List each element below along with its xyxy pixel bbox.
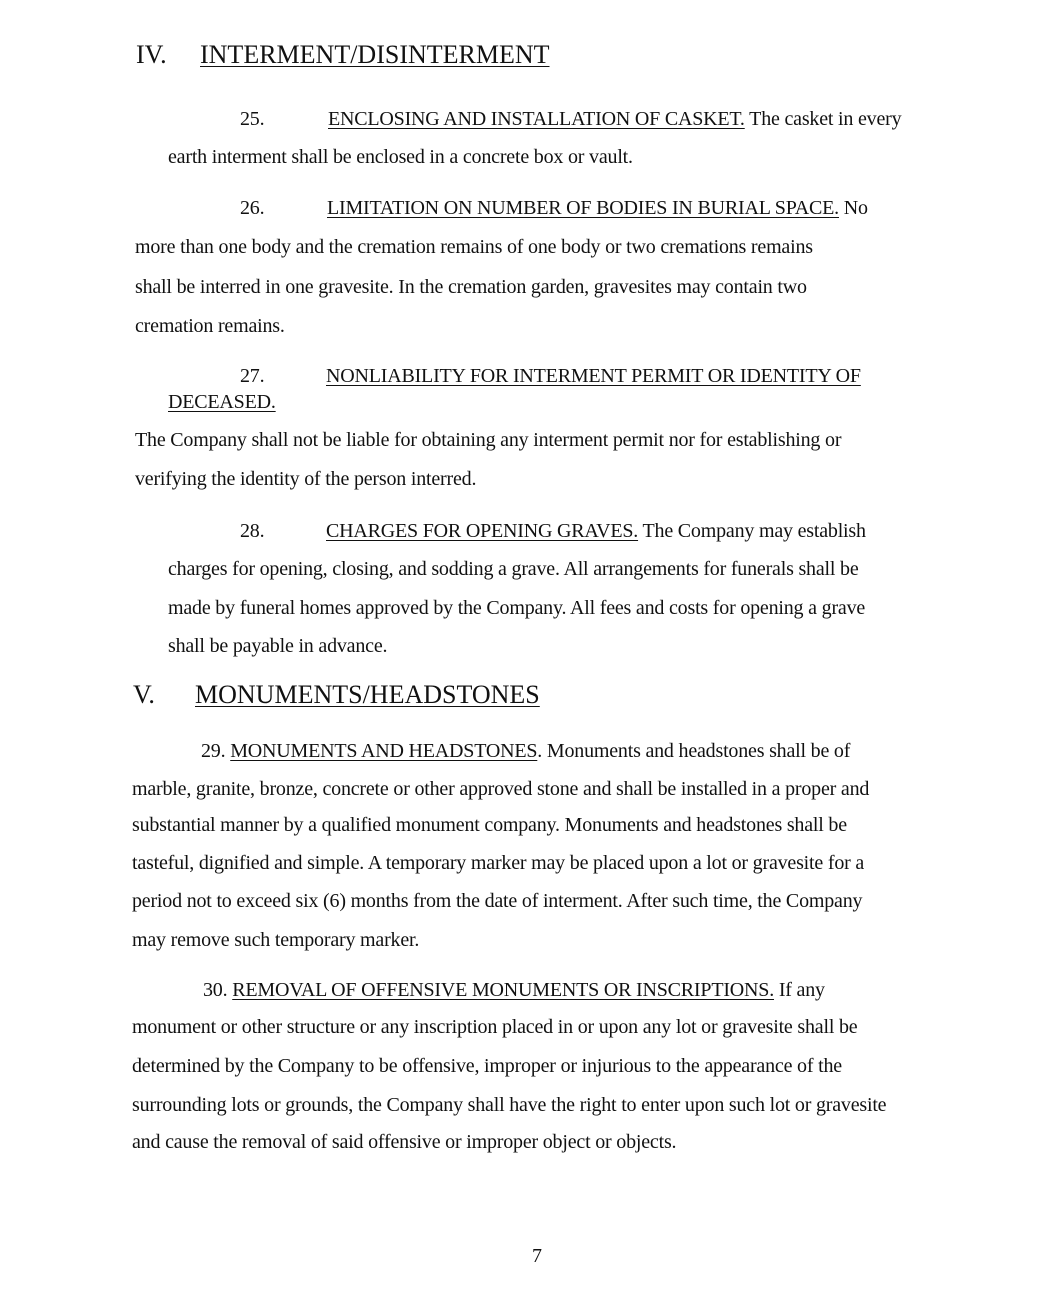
paragraph-number: 28. bbox=[240, 520, 265, 542]
paragraph-text: If any bbox=[774, 979, 825, 1001]
paragraph-29-line-6: may remove such temporary marker. bbox=[132, 929, 420, 951]
paragraph-title: NONLIABILITY FOR INTERMENT PERMIT OR IDENTITY OF bbox=[326, 365, 861, 387]
paragraph-number: 26. bbox=[240, 197, 265, 219]
paragraph-29-line-4: tasteful, dignified and simple. A temporary marker may be placed upon a lot or gravesite for a bbox=[132, 852, 865, 874]
section-heading-v bbox=[133, 680, 540, 710]
paragraph-text: No bbox=[839, 197, 868, 219]
paragraph-29-line-1 bbox=[201, 739, 850, 763]
paragraph-26-line-2: more than one body and the cremation remains of one body or two cremations remains bbox=[135, 236, 813, 258]
paragraph-27-line-1 bbox=[240, 364, 861, 388]
paragraph-27-title-line-2: DECEASED. bbox=[168, 391, 276, 413]
paragraph-title: CHARGES FOR OPENING GRAVES. bbox=[326, 520, 639, 542]
paragraph-number: 29. bbox=[201, 740, 226, 762]
paragraph-28-line-4: shall be payable in advance. bbox=[168, 635, 388, 657]
paragraph-27-line-3: verifying the identity of the person interred. bbox=[135, 468, 477, 490]
paragraph-26-line-3: shall be interred in one gravesite. In the cremation garden, gravesites may contain two bbox=[135, 276, 807, 298]
paragraph-25-line-1 bbox=[240, 107, 901, 131]
paragraph-30-line-1 bbox=[203, 978, 825, 1002]
paragraph-title: ENCLOSING AND INSTALLATION OF CASKET. bbox=[328, 108, 745, 130]
paragraph-number: 30. bbox=[203, 979, 228, 1001]
paragraph-30-line-2: monument or other structure or any inscription placed in or upon any lot or gravesite shall be bbox=[132, 1016, 858, 1038]
paragraph-28-line-2: charges for opening, closing, and sodding a grave. All arrangements for funerals shall be bbox=[168, 558, 859, 580]
paragraph-28-line-3: made by funeral homes approved by the Company. All fees and costs for opening a grave bbox=[168, 597, 866, 619]
paragraph-25-line-2: earth interment shall be enclosed in a concrete box or vault. bbox=[168, 146, 633, 168]
section-number: V. bbox=[133, 680, 155, 709]
page-number: 7 bbox=[532, 1245, 542, 1267]
paragraph-text: The Company may establish bbox=[638, 520, 866, 542]
paragraph-title: LIMITATION ON NUMBER OF BODIES IN BURIAL SPACE. bbox=[327, 197, 839, 219]
paragraph-text: The casket in every bbox=[744, 108, 902, 130]
section-heading-iv bbox=[136, 40, 550, 70]
paragraph-29-line-3: substantial manner by a qualified monument company. Monuments and headstones shall be bbox=[132, 814, 847, 836]
paragraph-27-line-2: The Company shall not be liable for obtaining any interment permit nor for establishing or bbox=[135, 429, 842, 451]
paragraph-26-line-4: cremation remains. bbox=[135, 315, 285, 337]
paragraph-30-line-3: determined by the Company to be offensive, improper or injurious to the appearance of the bbox=[132, 1055, 842, 1077]
paragraph-29-line-2: marble, granite, bronze, concrete or other approved stone and shall be installed in a proper and bbox=[132, 778, 870, 800]
paragraph-text: . Monuments and headstones shall be of bbox=[537, 740, 851, 762]
paragraph-28-line-1 bbox=[240, 519, 866, 543]
paragraph-29-line-5: period not to exceed six (6) months from the date of interment. After such time, the Company bbox=[132, 890, 863, 912]
paragraph-26-line-1 bbox=[240, 196, 868, 220]
paragraph-title: MONUMENTS AND HEADSTONES bbox=[230, 740, 538, 762]
paragraph-title: REMOVAL OF OFFENSIVE MONUMENTS OR INSCRIPTIONS. bbox=[232, 979, 775, 1001]
section-number: IV. bbox=[136, 40, 167, 69]
paragraph-number: 27. bbox=[240, 365, 265, 387]
paragraph-30-line-5: and cause the removal of said offensive or improper object or objects. bbox=[132, 1131, 677, 1153]
section-title: INTERMENT/DISINTERMENT bbox=[200, 40, 550, 69]
section-title: MONUMENTS/HEADSTONES bbox=[195, 680, 540, 709]
paragraph-30-line-4: surrounding lots or grounds, the Company shall have the right to enter upon such lot or gravesite bbox=[132, 1094, 887, 1116]
paragraph-number: 25. bbox=[240, 108, 265, 130]
